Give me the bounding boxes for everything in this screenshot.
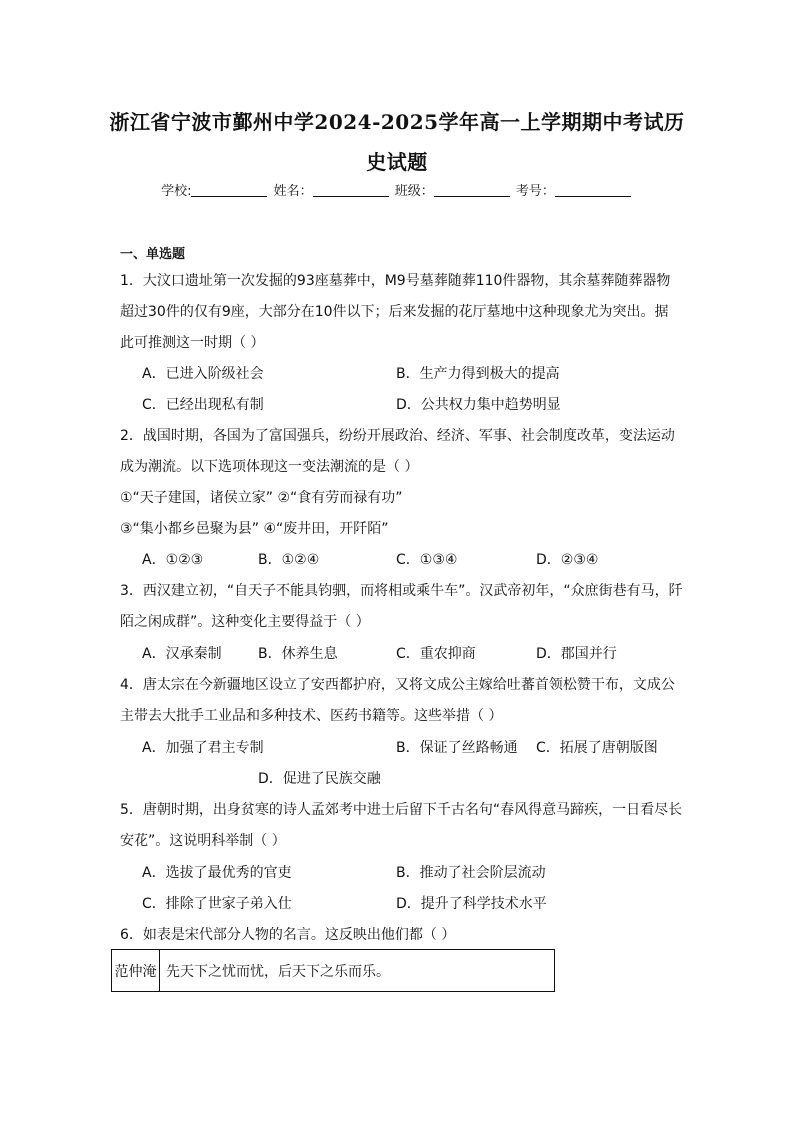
person-name-cell: 范仲淹 <box>112 950 160 992</box>
q1-option-d: D．公共权力集中趋势明显 <box>396 397 561 413</box>
q5-option-a: A．选拔了最优秀的官吏 <box>142 865 292 881</box>
q2-statements-1-2: ①“天子建国，诸侯立家” ②“食有劳而禄有功” <box>120 490 403 506</box>
q1-line2: 超过30件的仅有9座，大部分在10件以下；后来发掘的花厅墓地中这种现象尤为突出。据 <box>120 304 669 320</box>
table-row <box>112 950 555 992</box>
q4-option-d: D．促进了民族交融 <box>258 771 381 787</box>
page-title-line2: 史试题 <box>366 150 428 174</box>
exam-number-label: 考号： <box>515 184 555 199</box>
q2-option-b: B．①②④ <box>258 552 320 568</box>
school-label: 学校: <box>161 184 192 199</box>
q1-option-c: C．已经出现私有制 <box>142 397 264 413</box>
q2-line2: 成为潮流。以下选项体现这一变法潮流的是（ ） <box>120 459 419 475</box>
q2-statements-3-4: ③“集小都乡邑聚为县” ④“废井田，开阡陌” <box>120 521 389 537</box>
q1-line3: 此可推测这一时期（ ） <box>120 335 265 351</box>
q2-option-a: A．①②③ <box>142 552 204 568</box>
q2-line1: 2．战国时期，各国为了富国强兵，纷纷开展政治、经济、军事、社会制度改革，变法运动 <box>120 428 675 444</box>
name-blank <box>313 183 389 197</box>
q4-line2: 主带去大批手工业品和多种技术、医药书籍等。这些举措（ ） <box>120 708 503 724</box>
q5-option-b: B．推动了社会阶层流动 <box>396 865 546 881</box>
q5-line1: 5．唐朝时期，出身贫寒的诗人孟郊考中进士后留下千古名句“春风得意马蹄疾，一日看尽长 <box>120 802 683 818</box>
school-blank <box>191 183 267 197</box>
q4-option-a: A．加强了君主专制 <box>142 740 264 756</box>
q3-option-a: A．汉承秦制 <box>142 646 222 662</box>
student-info-row <box>0 180 794 199</box>
q5-line2: 安花”。这说明科举制（ ） <box>120 833 286 849</box>
q3-line1: 3．西汉建立初，“自天子不能具钧驷，而将相或乘牛车”。汉武帝初年，“众庶街巷有马，阡 <box>120 583 683 599</box>
q1-line1: 1．大汶口遗址第一次发掘的93座墓葬中，M9号墓葬随葬110件器物，其余墓葬随葬器物 <box>120 273 671 289</box>
q4-option-c: C．拓展了唐朝版图 <box>536 740 658 756</box>
quote-cell: 先天下之忧而忧，后天下之乐而乐。 <box>160 950 555 992</box>
q3-line2: 陌之闲成群”。这种变化主要得益于（ ） <box>120 614 370 630</box>
q3-option-b: B．休养生息 <box>258 646 338 662</box>
q3-option-c: C．重农抑商 <box>396 646 476 662</box>
class-blank <box>434 183 510 197</box>
quote-table <box>111 949 555 992</box>
exam-number-blank <box>555 183 631 197</box>
name-label: 姓名： <box>273 184 313 199</box>
q3-option-d: D．郡国并行 <box>536 646 617 662</box>
q2-option-d: D．②③④ <box>536 552 599 568</box>
q4-option-b: B．保证了丝路畅通 <box>396 740 518 756</box>
q2-option-c: C．①③④ <box>396 552 458 568</box>
q6-line1: 6．如表是宋代部分人物的名言。这反映出他们都（ ） <box>120 927 456 943</box>
q4-line1: 4．唐太宗在今新疆地区设立了安西都护府，又将文成公主嫁给吐蕃首领松赞干布，文成公 <box>120 677 675 693</box>
page-title-line1: 浙江省宁波市鄞州中学2024-2025学年高一上学期期中考试历 <box>109 110 685 134</box>
q1-option-a: A．已进入阶级社会 <box>142 366 264 382</box>
q5-option-d: D．提升了科学技术水平 <box>396 896 547 912</box>
q1-option-b: B．生产力得到极大的提高 <box>396 366 560 382</box>
q5-option-c: C．排除了世家子弟入仕 <box>142 896 292 912</box>
class-label: 班级： <box>394 184 434 199</box>
section-heading: 一、单选题 <box>120 247 186 262</box>
